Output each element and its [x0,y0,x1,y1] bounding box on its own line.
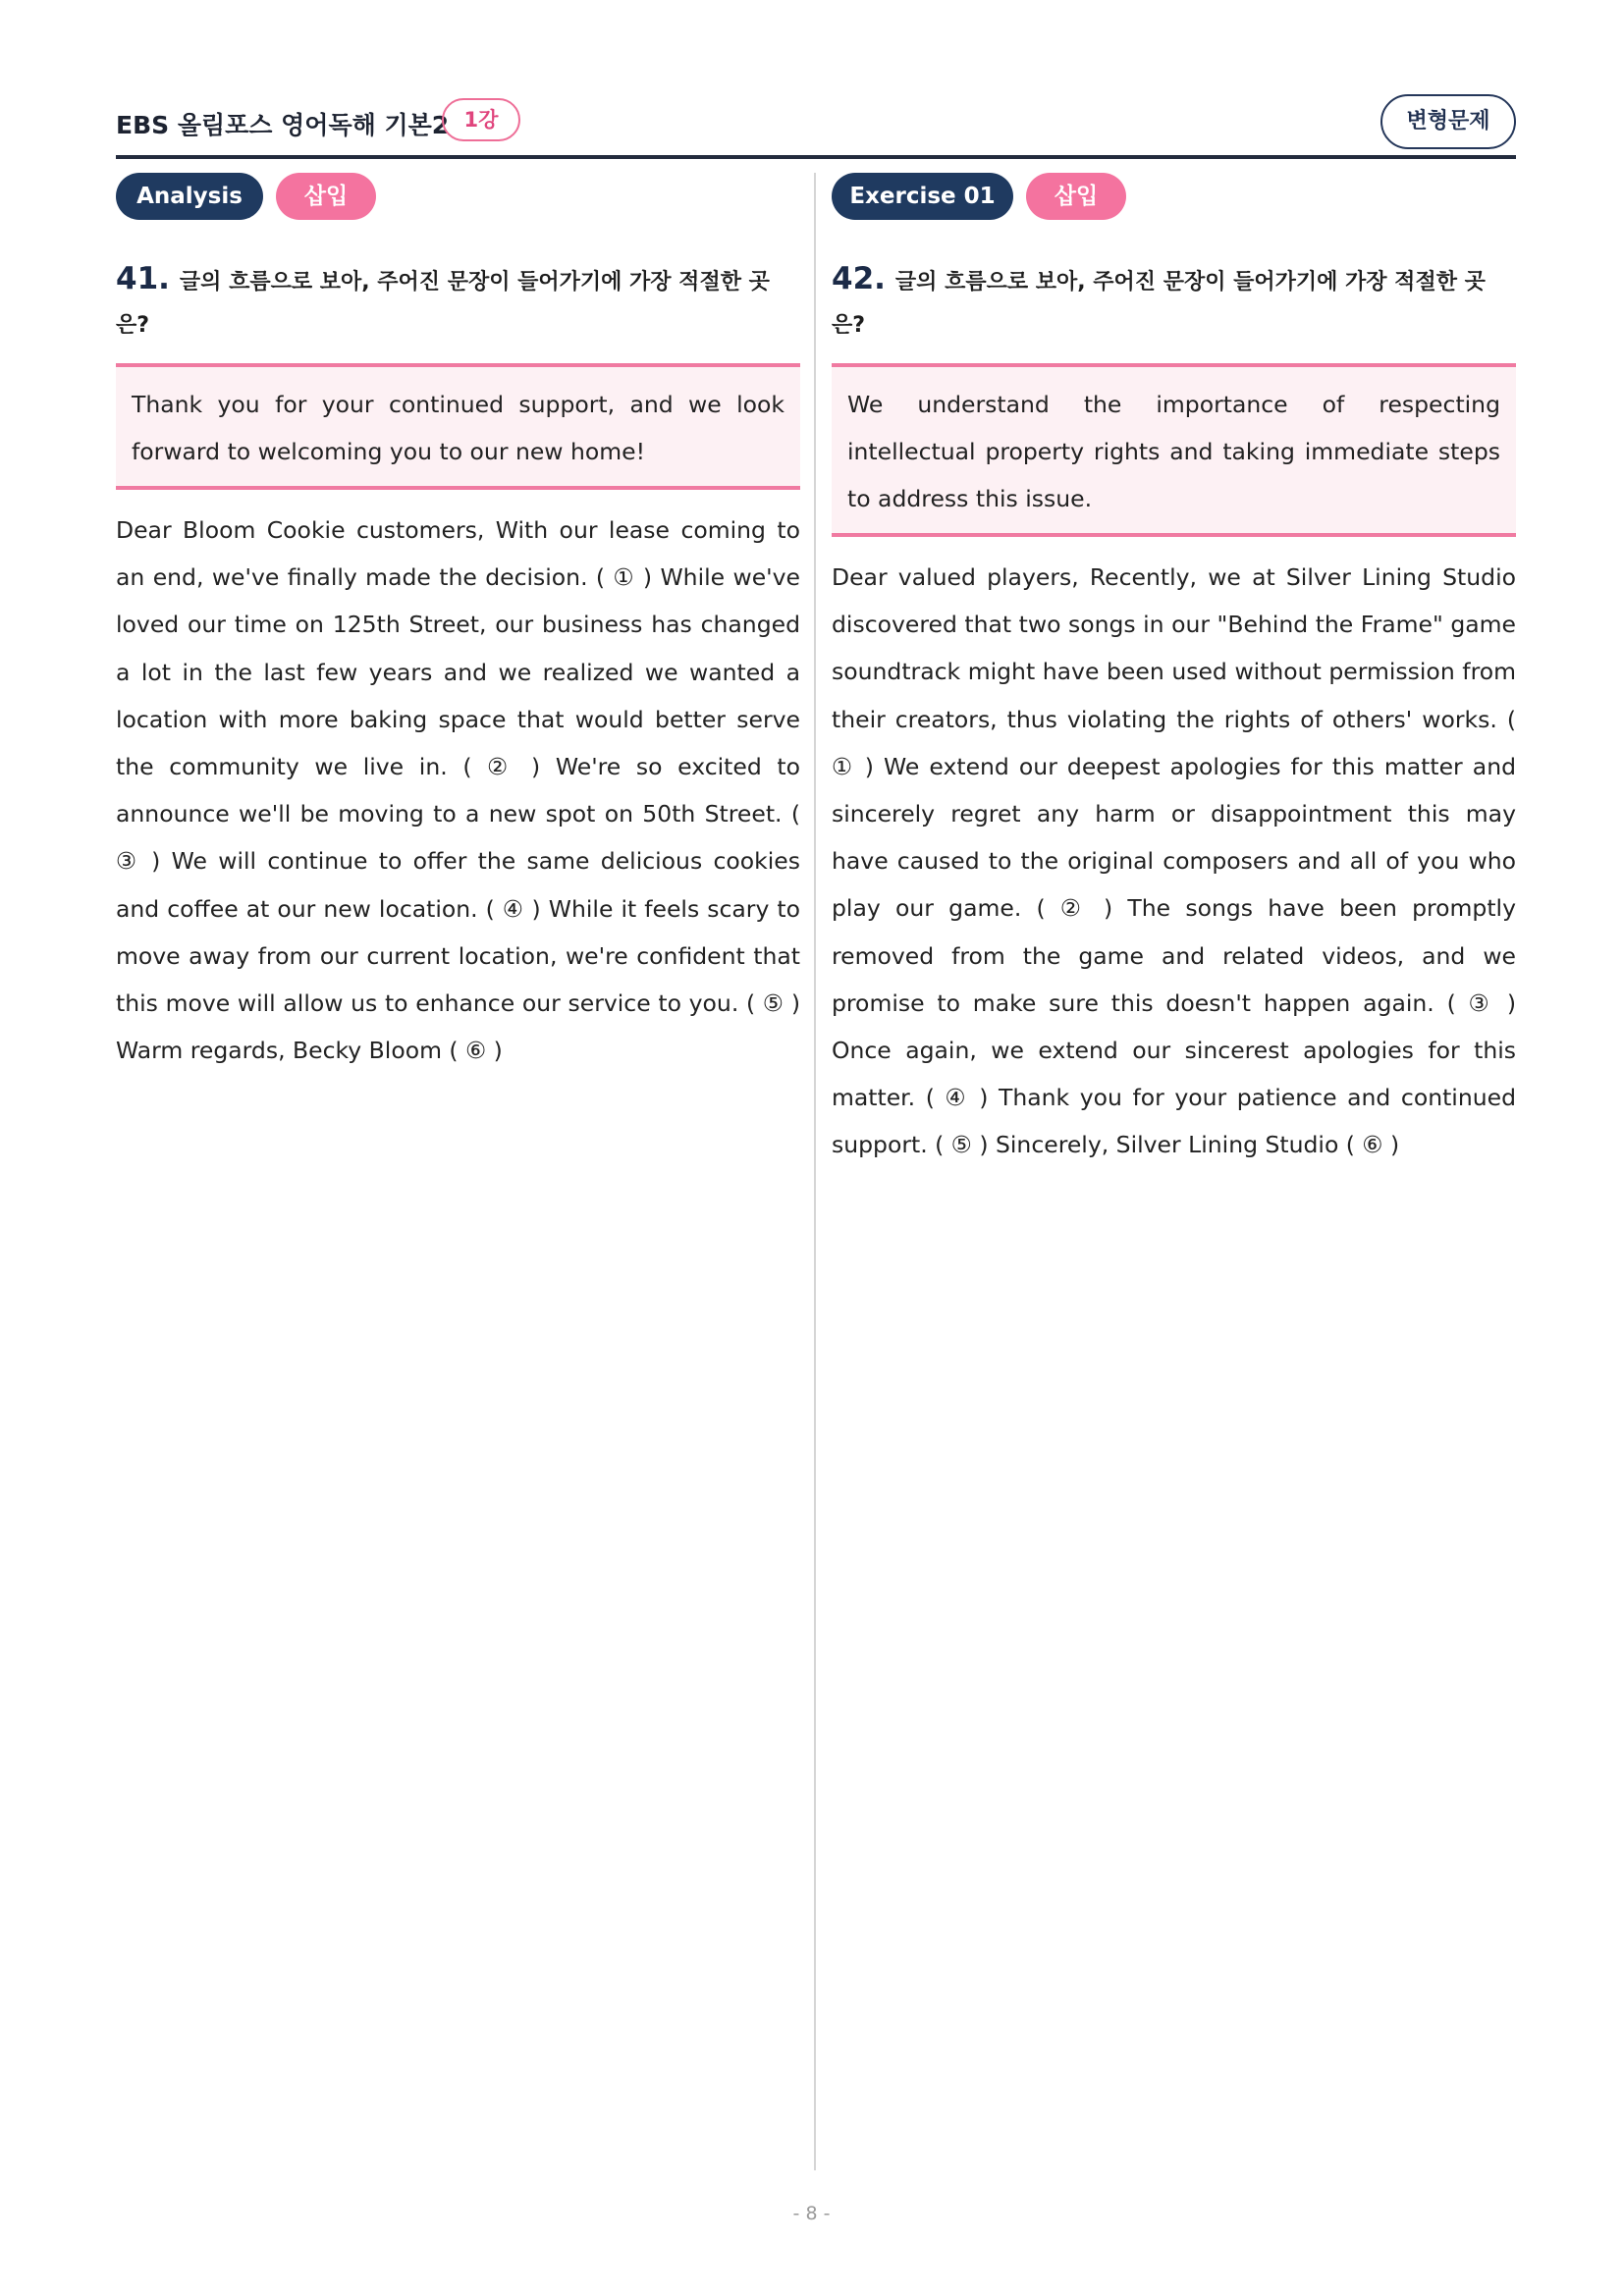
header-divider [116,155,1516,159]
page-header [116,98,1516,159]
passage-text: Dear valued players, Recently, we at Silver Lining Studio discovered that two songs in our "Behind the Frame" game soundtrack might have been used without permission from their creators, thus violating the rights of others' works. ( ① ) We extend our deepest apologies for this matter and sincerely regret any harm or disappointment this may have caused to the original composers and all of you who play our game. ( ② ) The songs have been promptly removed from the game and related videos, and we promise to make sure this doesn't happen again. ( ③ ) Once again, we extend our sincerest apologies for this matter. ( ④ ) Thank you for your patience and continued support. ( ⑤ ) Sincerely, Silver Lining Studio ( ⑥ ) [832,563,1516,1159]
question-text: 글의 흐름으로 보아, 주어진 문장이 들어가기에 가장 적절한 곳은? [832,270,1486,338]
question-type-badge: 변형문제 [1380,94,1516,149]
left-column [116,173,800,1074]
lesson-badge: 1강 [442,98,520,141]
right-tags [832,173,1516,222]
passage-text: Dear Bloom Cookie customers, With our lease coming to an end, we've finally made the decision. ( ① ) While we've loved our time on 125th Street, our business has changed a lot in the last few years and we realized we wanted a location with more baking space that would better serve the community we live in. ( ② ) We're so excited to announce we'll be moving to a new spot on 50th Street. ( ③ ) We will continue to offer the same delicious cookies and coffee at our new location. ( ④ ) While it feels scary to move away from our current location, we're confident that this move will allow us to enhance our service to you. ( ⑤ ) Warm regards, Becky Bloom ( ⑥ ) [116,516,800,1065]
insertion-tag: 삽입 [1026,173,1126,220]
question-text: 글의 흐름으로 보아, 주어진 문장이 들어가기에 가장 적절한 곳은? [116,270,770,338]
question-number: 41. [116,261,170,296]
given-sentence-box: We understand the importance of respecting intellectual property rights and taking immediate steps to address this issue. [832,363,1516,537]
given-sentence-box: Thank you for your continued support, and we look forward to welcoming you to our new home! [116,363,800,490]
exercise-tag: Exercise 01 [832,173,1013,220]
question-42 [832,257,1516,347]
book-title: EBS 올림포스 영어독해 기본2 [116,111,450,139]
insertion-tag: 삽입 [276,173,376,220]
question-41 [116,257,800,347]
column-divider [814,173,816,2170]
left-tags [116,173,800,222]
analysis-tag: Analysis [116,173,263,220]
page-number: - 8 - [792,2203,831,2224]
right-column [832,173,1516,1169]
question-number: 42. [832,261,886,296]
